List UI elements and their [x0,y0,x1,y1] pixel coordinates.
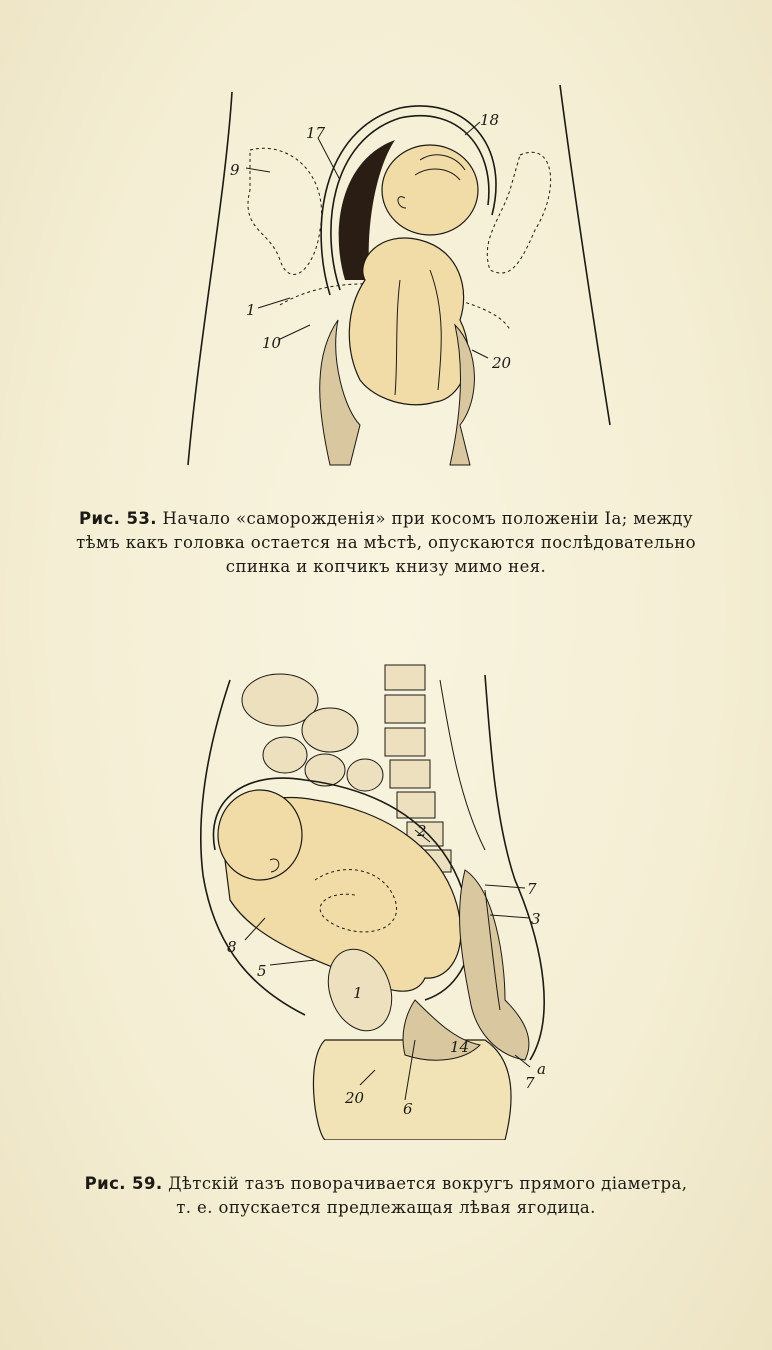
figure-59-label-a: a [537,1060,546,1078]
figure-59-label-14: 14 [450,1038,470,1056]
pelvis-outline-left [248,148,322,274]
figure-53-caption-line-1: Рис. 53. Начало «саморожденія» при косомъ положеніи Iа; между [79,509,693,528]
figure-53-label-20: 20 [492,354,512,372]
intestine-loops [242,674,383,791]
figure-53-caption [40,507,732,579]
figure-53-label-9: 9 [230,161,240,179]
fetal-head [382,145,478,235]
figure-59-label-1: 1 [353,984,363,1002]
figure-53-label-17: 17 [306,124,326,142]
figure-53-caption-line-2: тѣмъ какъ головка остается на мѣстѣ, опускаются послѣдовательно [76,533,696,552]
figure-53-label-18: 18 [480,111,500,129]
figure-59-label-7-lower: 7 [525,1074,535,1092]
figure-53-caption-lead: Рис. 53. [79,509,157,528]
figure-59-label-5: 5 [257,962,267,980]
figure-59-label-2: 2 [417,822,427,840]
figure-59-caption-lead: Рис. 59. [84,1174,163,1193]
pelvis-outline-right [487,152,550,273]
figure-59-label-8: 8 [227,938,237,956]
figure-59-label-20: 20 [345,1089,365,1107]
figure-59-label-7-upper: 7 [527,880,537,898]
figure-59-label-3: 3 [531,910,541,928]
figure-59-label-6: 6 [403,1100,413,1118]
figure-59-caption-line-1: Рис. 59. Дѣтскій тазъ поворачивается вокругъ прямого діаметра, [84,1174,688,1193]
figure-53-label-1: 1 [246,301,256,319]
figure-53-caption-line-3: спинка и копчикъ книзу мимо нея. [225,557,547,576]
fetal-head [218,790,302,880]
figure-53-label-10: 10 [262,334,282,352]
body-contour-left [188,92,232,465]
figure-59-caption [40,1172,732,1220]
figure-59-caption-line-2: т. е. опускается предлежащая лѣвая ягодица. [176,1198,596,1217]
body-contour-right [560,85,610,425]
fetal-body [349,238,468,405]
figure-53-illustration [180,80,620,475]
figure-59-illustration [185,660,565,1140]
